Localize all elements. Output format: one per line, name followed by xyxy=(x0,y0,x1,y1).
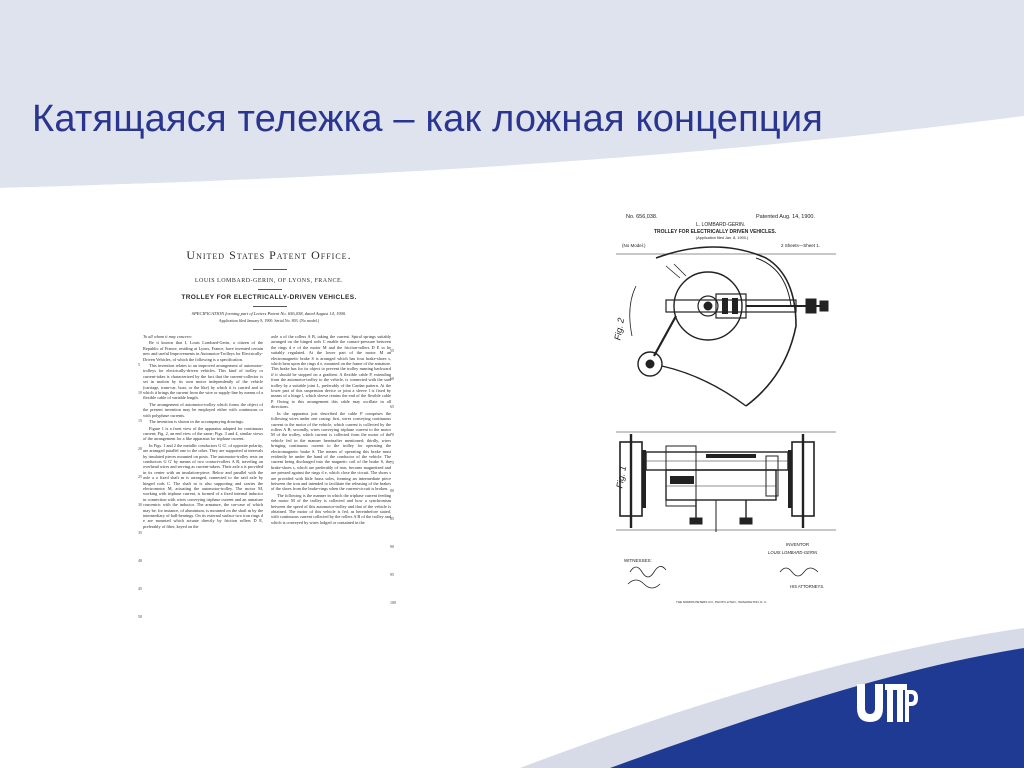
line-number: 75 xyxy=(390,460,394,465)
paragraph: In the apparatus just described the cable P comprises the following wires under one casing: first, wires conveying continuous current to the motor of the vehicle, which current is collected by the rollers A B; secondly, wires conveying triphase current to the motor M of the trolley, which current is collected from the motor of the vehicle fed in the manner hereinafter mentioned; thirdly, wires bringing continuous current to the trolley for operating the electromagnetic brake S. The means of operating this brake must evidently be under the hand of the conductor of the vehicle. The current being discharged into the magnetic coil of the brake S, the brake-shoes s, which are preferably of iron, become magnetized and are pressed against the rings d e, which close the circuit. The shoes s are provided with little brass soles, forming an intermediate piece between the iron and intended to facilitate the releasing of the brakes of the shoes from the brake-rings when the current-circuit is broken. xyxy=(271,410,391,492)
salutation: To all whom it may concern: xyxy=(143,334,193,339)
inventor-rule xyxy=(258,289,282,290)
paragraph: axle a of the rollers A B, taking the current. Spiral springs suitably arranged on the hinged rods C enable the contact-pressure between the rings d e of the motor M and the friction-rollers D E to be suitably regulated. At the lower part of the motor M an electromagnetic brake S is arranged which has four brake-shoes s, which bear upon the rings d e, mounted on the frame of the armature. This brake has for its object to prevent the trolley running backward if it should be stopped on a gradient. A flexible cable P, extending from the automotor-trolley to the vehicle, is connected with the said trolley by a suitable joint L, preferably of the Cardan pattern. At the lower part of this suspension device or joint a sleeve l is fixed by means of a hinge l, which sleeve retains the end of the flexible cable P. Owing to this arrangement this cable may oscillate in all directions. xyxy=(271,334,391,410)
drawing-inventor: L. LOMBARD-GERIN. xyxy=(696,222,746,228)
paragraph: In Figs. 1 and 2 the metallic conductors G G', of opposite polarity, are arranged parallel one to the other. They are supported at intervals by insulated pieces mounted on posts. The automotor-trolley rests on conductors G G' by means of two contact-rollers A B, traveling on overhead wires and serving as current-takers. Their axle a is provided in its center with an insulation-piece. Below and parallel with the axle a a fixed shaft m is arranged, connected to the said axle by hinged rods C. The shaft m is also supporting and carries the electromotor M, actuating the automotor-trolley. The motor M, working with triphase current, is formed of a fixed internal inductor in connection with wires conveying triphase current and an armature concentric with the inductor. The armature, the car-case of which may be, for instance, of aluminium, is mounted on the shaft m by the intermediary of ball-bearings. On its external surface two iron rings d e are mounted which actuate directly by friction rollers D E, preferably of fiber, keyed on the xyxy=(143,442,263,529)
line-number: 20 xyxy=(138,446,142,451)
witnesses-label: WITNESSES: xyxy=(624,558,652,563)
drawing-patent-number: No. 656,038. xyxy=(626,214,658,220)
line-number: 95 xyxy=(390,572,394,577)
patent-inventor-line: LOUIS LOMBARD-GERIN, OF LYONS, FRANCE. xyxy=(194,278,344,284)
drawing-sheets: 2 Sheets—Sheet 1. xyxy=(781,243,821,248)
patent-office-heading: United States Patent Office. xyxy=(186,248,352,262)
line-number: 70 xyxy=(390,432,394,437)
line-number: 50 xyxy=(138,614,142,619)
title-rule xyxy=(253,306,287,307)
drawing-no-model: (No Model.) xyxy=(622,243,646,248)
line-number: 30 xyxy=(138,502,142,507)
line-number: 25 xyxy=(138,474,142,479)
line-number: 45 xyxy=(138,586,142,591)
line-number: 60 xyxy=(390,376,394,381)
patent-text-page xyxy=(138,238,400,634)
patent-drawing-sheet xyxy=(606,206,846,610)
paragraph: The invention is shown in the accompanying drawings. xyxy=(149,419,244,425)
university-logo-icon xyxy=(855,680,919,724)
drawing-title: TROLLEY FOR ELECTRICALLY DRIVEN VEHICLES. xyxy=(654,229,777,235)
paragraph: The following is the manner in which the triphase current feeding the motor M of the trolley is collected and how a synchronism between the speed of this automotor-trolley and that of the vehicle is obtained. The motor of this vehicle is fed, as hereinbefore stated, with continuous current collected by the rollers A B of the trolley and which is conveyed by wires lodged or contained in the xyxy=(271,492,391,525)
patent-right-column xyxy=(271,334,391,630)
slide-title: Катящаяся тележка – как ложная концепция xyxy=(32,98,824,140)
line-number: 55 xyxy=(390,348,394,353)
patent-left-column xyxy=(143,334,263,630)
line-number: 40 xyxy=(138,558,142,563)
drawing-application: (Application filed Jan. 8, 1900.) xyxy=(696,236,749,240)
fig1-label: Fig. 1 xyxy=(614,465,629,489)
attorneys-label: HIS ATTORNEYS. xyxy=(790,584,825,589)
paragraph: Figure 1 is a front view of the apparatus adapted for continuous current; Fig. 2, an end view of the same; Figs. 3 and 4, similar views of the arrangement for a like apparatus for triphase current. xyxy=(143,425,263,442)
line-number: 85 xyxy=(390,516,394,521)
paragraph: This invention relates to an improved arrangement of automotor-trolleys for electrically-driven vehicles. This kind of trolley or current-taker is characterized by the fact that the current-collector is set in motion by its own motor independently of the vehicle (carriage, tram-car, boat, or the like) by which it is carried and to which it brings the current from the wire or supply-line by means of a flexible cable of variable length. xyxy=(143,363,263,401)
paragraph: The arrangement of automotor-trolley which forms the object of the present invention may be employed either with continuous or with polyphase currents. xyxy=(143,401,263,418)
line-number: 5 xyxy=(138,362,140,367)
line-number: 35 xyxy=(138,530,142,535)
drawing-patented-date: Patented Aug. 14, 1900. xyxy=(756,214,816,220)
patent-application-line: Application filed January 8, 1900. Serial No. 803. (No model.) xyxy=(218,318,320,323)
inventor-label: INVENTOR xyxy=(786,542,810,547)
line-number: 65 xyxy=(390,404,394,409)
patent-title: TROLLEY FOR ELECTRICALLY-DRIVEN VEHICLES. xyxy=(181,294,357,301)
paragraph: Be it known that I, Louis Lombard-Gerin, a citizen of the Republic of France, residing at Lyons, France, have invented certain new and useful Improvements in Automotor-Trolleys for Electrically-Driven Vehicles, of which the following is a specification. xyxy=(143,340,263,362)
heading-rule xyxy=(253,269,287,270)
line-number: 90 xyxy=(390,544,394,549)
line-number: 10 xyxy=(138,390,142,395)
inventor-name: LOUIS LOMBARD-GERIN xyxy=(768,550,818,555)
fig2-label: Fig. 2 xyxy=(612,317,627,341)
line-number: 100 xyxy=(390,600,396,605)
drawing-footer: THE NORRIS PETERS CO., PHOTO-LITHO., WASHINGTON, D. C. xyxy=(676,600,768,604)
line-number: 15 xyxy=(138,418,142,423)
patent-specification-line: SPECIFICATION forming part of Letters Patent No. 656,038, dated August 14, 1900. xyxy=(191,311,347,316)
line-number: 80 xyxy=(390,488,394,493)
